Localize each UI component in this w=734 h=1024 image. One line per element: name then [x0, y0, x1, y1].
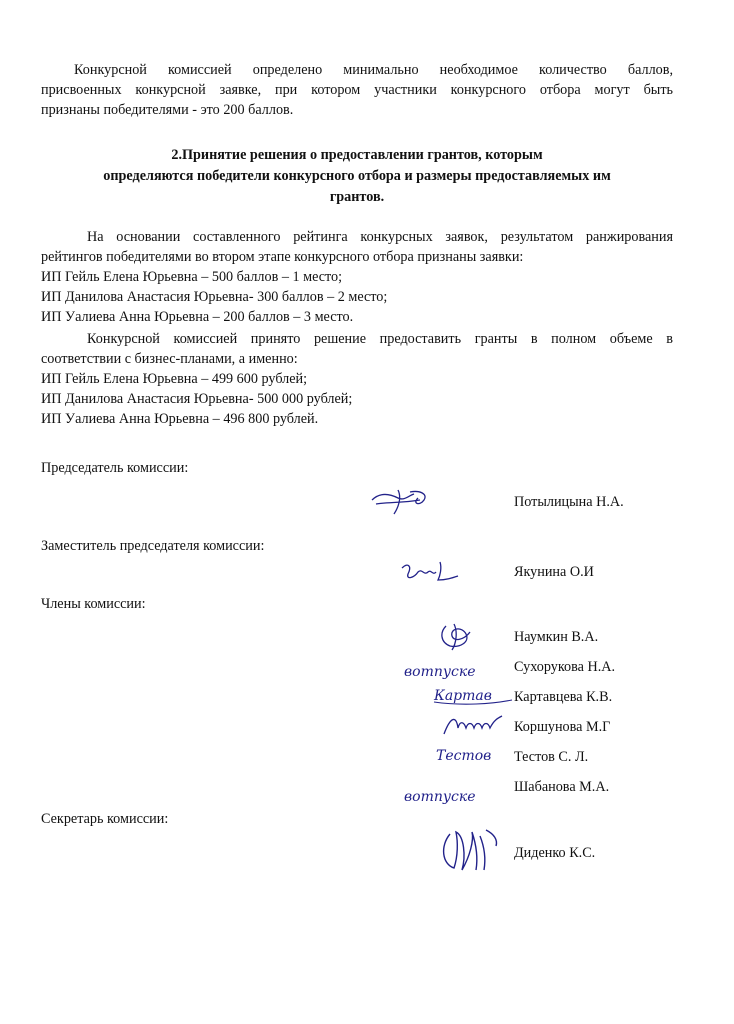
section-2-title-line-2: определяются победители конкурсного отбора и размеры предоставляемых им — [103, 168, 611, 184]
member-name-1: Наумкин В.А. — [514, 629, 599, 645]
member-name-6: Шабанова М.А. — [514, 779, 610, 795]
member-5-signature — [434, 740, 518, 770]
chair-name: Потылицына Н.А. — [514, 494, 624, 510]
section-2-title-line-3: грантов. — [329, 189, 385, 205]
intro-paragraph — [41, 60, 673, 120]
member-name-4: Коршунова М.Г — [514, 719, 611, 735]
chair-signature — [368, 486, 438, 516]
member-5-handwriting: Тестов — [436, 748, 492, 764]
intro-line-3: признаны победителями - это 200 баллов. — [41, 102, 294, 118]
ranking-line-2: рейтингов победителями во втором этапе конкурсного отбора признаны заявки: — [41, 249, 524, 265]
deputy-signature — [398, 558, 460, 586]
member-6-signature — [402, 775, 502, 811]
ranking-line-1: На основании составленного рейтинга конкурсных заявок, результатом ранжирования — [87, 229, 673, 245]
intro-line-2: присвоенных конкурсной заявке, при котором участники конкурсного отбора могут быть — [41, 82, 673, 98]
member-name-5: Тестов С. Л. — [514, 749, 589, 765]
ranking-item-2: ИП Данилова Анастасия Юрьевна- 300 баллов – 2 место; — [41, 289, 388, 305]
deputy-label: Заместитель председателя комиссии: — [41, 538, 265, 554]
member-3-signature — [432, 680, 516, 710]
members-label: Члены комиссии: — [41, 596, 146, 612]
secretary-name: Диденко К.С. — [514, 845, 596, 861]
member-name-2: Сухорукова Н.А. — [514, 659, 616, 675]
member-4-signature — [440, 710, 506, 740]
chair-label: Председатель комиссии: — [41, 460, 189, 476]
section-2-title — [41, 145, 673, 208]
decision-item-3: ИП Уалиева Анна Юрьевна – 496 800 рублей. — [41, 411, 319, 427]
intro-line-1: Конкурсной комиссией определено минимально необходимое количество баллов, — [74, 62, 673, 78]
secretary-label: Секретарь комиссии: — [41, 811, 169, 827]
ranking-paragraph — [41, 227, 673, 327]
decision-line-1: Конкурсной комиссией принято решение предоставить гранты в полном объеме в — [87, 331, 673, 347]
member-1-signature — [436, 622, 486, 652]
decision-item-2: ИП Данилова Анастасия Юрьевна- 500 000 рублей; — [41, 391, 353, 407]
member-2-handwriting: вотпуске — [404, 664, 476, 680]
deputy-name: Якунина О.И — [514, 564, 594, 580]
secretary-signature — [436, 826, 502, 874]
section-2-title-line-1: 2.Принятие решения о предоставлении грантов, которым — [171, 147, 543, 163]
decision-item-1: ИП Гейль Елена Юрьевна – 499 600 рублей; — [41, 371, 308, 387]
decision-paragraph — [41, 329, 673, 429]
ranking-item-1: ИП Гейль Елена Юрьевна – 500 баллов – 1 место; — [41, 269, 343, 285]
member-3-handwriting: Картав — [434, 688, 492, 704]
member-6-handwriting: вотпуске — [404, 789, 476, 805]
ranking-item-3: ИП Уалиева Анна Юрьевна – 200 баллов – 3 место. — [41, 309, 354, 325]
member-name-3: Картавцева К.В. — [514, 689, 613, 705]
decision-line-2: соответствии с бизнес-планами, а именно: — [41, 351, 298, 367]
